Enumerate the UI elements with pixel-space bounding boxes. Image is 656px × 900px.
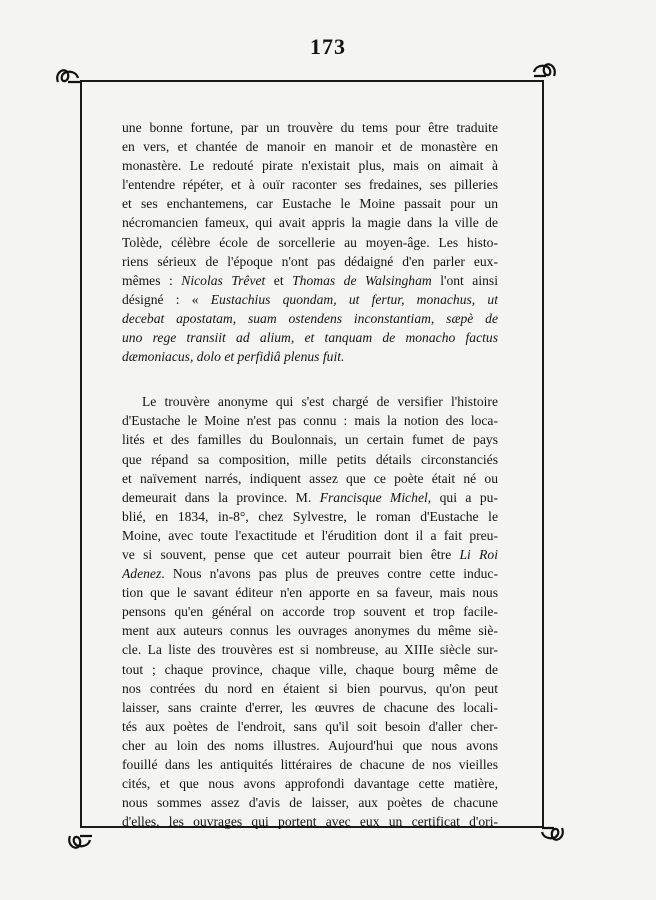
fleuron-icon-bottom-right [538, 818, 568, 848]
text-line: nos contrées du nord en étaient si bien pourvus, qu'on peut [122, 680, 498, 696]
text-fragment: ve si souvent, pense que cet auteur pourrait bien être [122, 546, 460, 562]
text-fragment: et [265, 272, 293, 288]
latin-quote: dæmoniacus, dolo et perfidiâ plenus fuit. [122, 349, 345, 365]
author-name: Li Roi [459, 546, 498, 562]
latin-quote: Eustachius quondam, ut fertur, monachus, ut [210, 291, 498, 307]
author-name: Nicolas Trêvet [181, 272, 266, 288]
text-line: Moine, avec toute l'exactitude et l'érudition dont il a fait preu- [122, 527, 498, 543]
text-line: tés aux poètes de l'endroit, sans qu'il soit besoin d'aller cher- [122, 718, 498, 734]
latin-quote: uno rege transiit ad alium, et tanquam de monacho factus [122, 330, 498, 346]
page-number: 173 [310, 34, 346, 59]
text-fragment: demeurait dans la province. M. [122, 489, 320, 505]
paragraph-1 [122, 118, 498, 366]
text-line: nécromancien fameux, qui avait appris la magie dans la ville de [122, 215, 498, 231]
author-name: Francisque Michel [319, 489, 428, 505]
text-line [122, 328, 498, 347]
text-line: Tolède, célèbre école de sorcellerie au moyen-âge. Les histo- [122, 234, 498, 250]
text-line [122, 347, 498, 366]
text-line [122, 271, 498, 290]
text-line: d'Eustache le Moine n'est pas connu : mais la notion des loca- [122, 413, 498, 429]
text-line [122, 488, 498, 507]
text-line: tion que le savant éditeur n'en apporte en sa faveur, mais nous [122, 585, 498, 601]
text-line: riens sérieux de l'époque n'ont pas dédaigné d'en parler eux- [122, 253, 498, 269]
text-line: et ses enchantemens, car Eustache le Moine passait pour un [122, 196, 498, 212]
text-line [122, 545, 498, 564]
text-line: cle. La liste des trouvères est si nombreuse, au XIIIe siècle sur- [122, 642, 498, 658]
author-name: Thomas de Walsingham [292, 272, 432, 288]
text-line: cités, et que nous avons approfondi davantage cette matière, [122, 776, 498, 792]
fleuron-icon-bottom-left [64, 826, 94, 856]
text-line: cher au loin des noms illustres. Aujourd'hui que nous avons [122, 737, 498, 753]
text-line: ment aux auteurs connus les ouvrages anonymes du même siè- [122, 623, 498, 639]
paragraph-2 [122, 392, 498, 831]
text-line: laisser, sans crainte d'errer, les œuvres de chacune des locali- [122, 699, 498, 715]
text-line: monastère. Le redouté pirate n'existait plus, mais on aimait à [122, 158, 498, 174]
text-fragment: désigné : « [122, 291, 211, 307]
text-line: une bonne fortune, par un trouvère du tems pour être traduite [122, 120, 498, 135]
page-body-text [122, 118, 498, 831]
latin-quote: decebat apostatam, suam ostendens inconstantiam, sæpè de [122, 310, 498, 326]
text-fragment: l'ont ainsi [431, 272, 498, 288]
text-line: nous sommes assez d'avis de laisser, aux poètes de chacune [122, 795, 498, 811]
text-line: et naïvement narrés, indiquent assez que ce poète était né ou [122, 470, 498, 486]
text-line: Le trouvère anonyme qui s'est chargé de versifier l'histoire [142, 394, 498, 410]
text-line: que répand sa composition, mille petits détails circonstanciés [122, 451, 498, 467]
text-line: tout ; chaque province, chaque ville, chaque bourg même de [122, 661, 498, 677]
fleuron-icon-top-right [530, 56, 560, 86]
text-fragment: mêmes : [122, 272, 182, 288]
text-line: en vers, et chantée de manoir en manoir et de monastère en [122, 139, 498, 155]
text-line [122, 309, 498, 328]
author-name: Adenez [122, 566, 162, 582]
text-line: fouillé dans les antiquités littéraires de chacune de nos vieilles [122, 757, 498, 772]
text-fragment: , qui a pu- [427, 489, 498, 505]
text-line: l'entendre répéter, et à ouïr raconter ses fredaines, ses pilleries [122, 177, 498, 193]
text-line: lités et des familles du Boulonnais, un certain fumet de pays [122, 432, 498, 448]
fleuron-icon-top-left [52, 62, 82, 92]
text-fragment: . Nous n'avons pas plus de preuves contre cette induc- [161, 566, 498, 582]
text-line [122, 290, 498, 309]
text-line: d'elles, les ouvrages qui portent avec eux un certificat d'ori- [122, 814, 498, 830]
text-line: pensons qu'en général on accorde trop souvent et trop facile- [122, 604, 498, 620]
text-line: blié, en 1834, in-8°, chez Sylvestre, le roman d'Eustache le [122, 508, 498, 524]
text-line [122, 564, 498, 583]
